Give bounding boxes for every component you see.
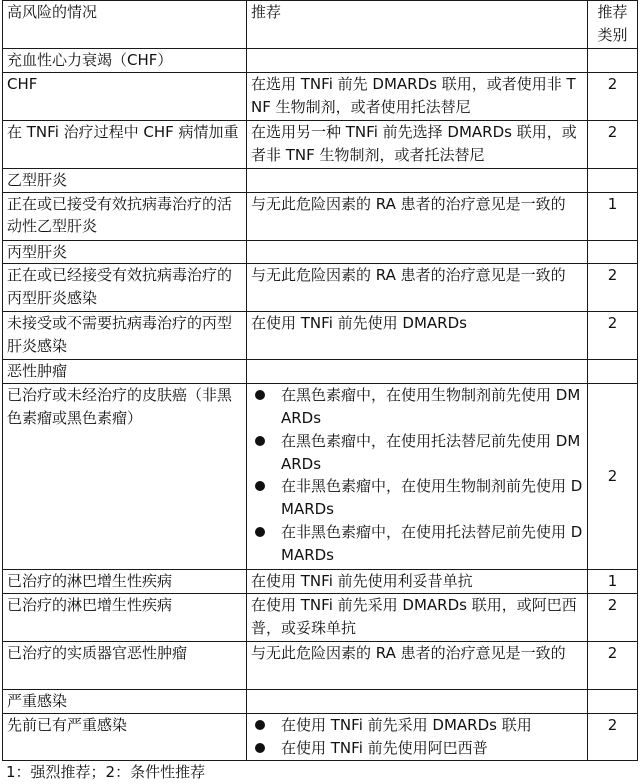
bullet-text: 在使用 TNFi 前先使用阿巴西普	[281, 738, 488, 757]
recommendation-bullet-list	[251, 384, 583, 566]
recommendation-cell: 与无此危险因素的 RA 患者的治疗意见是一致的	[247, 642, 588, 690]
table-row	[3, 264, 638, 312]
bullet-item	[251, 737, 583, 760]
section-title-infection: 严重感染	[3, 690, 247, 714]
table-row	[3, 713, 638, 760]
recommendation-cell: 在使用 TNFi 前先采用 DMARDs 联用，或阿巴西普，或妥珠单抗	[247, 594, 588, 642]
bullet-dot-icon	[255, 720, 265, 730]
section-row	[3, 49, 638, 73]
category-cell: 2	[588, 120, 638, 168]
situation-cell: 在 TNFi 治疗过程中 CHF 病情加重	[3, 120, 247, 168]
table-row	[3, 192, 638, 240]
bullet-item	[251, 521, 583, 567]
section-title-hcv: 丙型肝炎	[3, 240, 247, 264]
table-row	[3, 642, 638, 690]
section-row	[3, 360, 638, 384]
bullet-text: 在黑色素瘤中，在使用托法替尼前先使用 DMARDs	[281, 431, 581, 473]
section-title-chf: 充血性心力衰竭（CHF）	[3, 49, 247, 73]
recommendation-table	[2, 0, 638, 761]
recommendation-cell: 与无此危险因素的 RA 患者的治疗意见是一致的	[247, 264, 588, 312]
recommendation-cell	[247, 713, 588, 760]
recommendation-cell: 在使用 TNFi 前先使用 DMARDs	[247, 312, 588, 360]
recommendation-cell: 在选用另一种 TNFi 前先选择 DMARDs 联用，或者非 TNF 生物制剂，或者托法替尼	[247, 120, 588, 168]
category-cell: 2	[588, 264, 638, 312]
section-row	[3, 168, 638, 192]
situation-cell: 正在或已经接受有效抗病毒治疗的丙型肝炎感染	[3, 264, 247, 312]
bullet-item	[251, 384, 583, 430]
situation-cell: 已治疗的淋巴增生性疾病	[3, 570, 247, 594]
table-row	[3, 120, 638, 168]
recommendation-cell: 与无此危险因素的 RA 患者的治疗意见是一致的	[247, 192, 588, 240]
table-row	[3, 72, 638, 120]
table-row	[3, 594, 638, 642]
table-header-row	[3, 1, 638, 49]
table-row	[3, 384, 638, 570]
header-category	[588, 1, 638, 49]
category-cell: 2	[588, 72, 638, 120]
situation-cell: 未接受或不需要抗病毒治疗的丙型肝炎感染	[3, 312, 247, 360]
recommendation-cell	[247, 384, 588, 570]
bullet-dot-icon	[255, 436, 265, 446]
recommendation-cell: 在使用 TNFi 前先使用利妥昔单抗	[247, 570, 588, 594]
situation-cell: CHF	[3, 72, 247, 120]
situation-cell: 已治疗的实质器官恶性肿瘤	[3, 642, 247, 690]
section-row	[3, 690, 638, 714]
situation-cell: 先前已有严重感染	[3, 713, 247, 760]
bullet-dot-icon	[255, 743, 265, 753]
header-category-line1: 推荐	[597, 3, 628, 21]
bullet-item	[251, 430, 583, 476]
category-cell: 2	[588, 642, 638, 690]
category-cell: 1	[588, 192, 638, 240]
header-category-line2: 类别	[597, 25, 628, 44]
bullet-text: 在使用 TNFi 前先采用 DMARDs 联用	[281, 715, 532, 734]
situation-cell: 正在或已接受有效抗病毒治疗的活动性乙型肝炎	[3, 192, 247, 240]
situation-cell: 已治疗的淋巴增生性疾病	[3, 594, 247, 642]
category-cell: 2	[588, 713, 638, 760]
bullet-text: 在黑色素瘤中，在使用生物制剂前先使用 DMARDs	[281, 386, 581, 427]
header-situation: 高风险的情况	[3, 1, 247, 49]
table-row	[3, 312, 638, 360]
header-recommendation: 推荐	[247, 1, 588, 49]
bullet-text: 在非黑色素瘤中，在使用托法替尼前先使用 DMARDs	[281, 522, 583, 564]
category-cell: 2	[588, 312, 638, 360]
recommendation-cell: 在选用 TNFi 前先 DMARDs 联用，或者使用非 TNF 生物制剂，或者使用托法替尼	[247, 72, 588, 120]
category-cell: 2	[588, 594, 638, 642]
recommendation-bullet-list	[251, 714, 583, 760]
footnote: 1：强烈推荐；2：条件性推荐	[6, 763, 206, 781]
table-row	[3, 570, 638, 594]
bullet-dot-icon	[255, 481, 265, 491]
section-row	[3, 240, 638, 264]
section-title-hbv: 乙型肝炎	[3, 168, 247, 192]
category-cell: 2	[588, 384, 638, 570]
bullet-dot-icon	[255, 527, 265, 537]
bullet-item	[251, 475, 583, 521]
bullet-dot-icon	[255, 390, 265, 400]
situation-cell: 已治疗或未经治疗的皮肤癌（非黑色素瘤或黑色素瘤）	[3, 384, 247, 570]
section-title-malignancy: 恶性肿瘤	[3, 360, 247, 384]
bullet-item	[251, 714, 583, 737]
category-cell: 1	[588, 570, 638, 594]
bullet-text: 在非黑色素瘤中，在使用生物制剂前先使用 DMARDs	[281, 477, 583, 519]
